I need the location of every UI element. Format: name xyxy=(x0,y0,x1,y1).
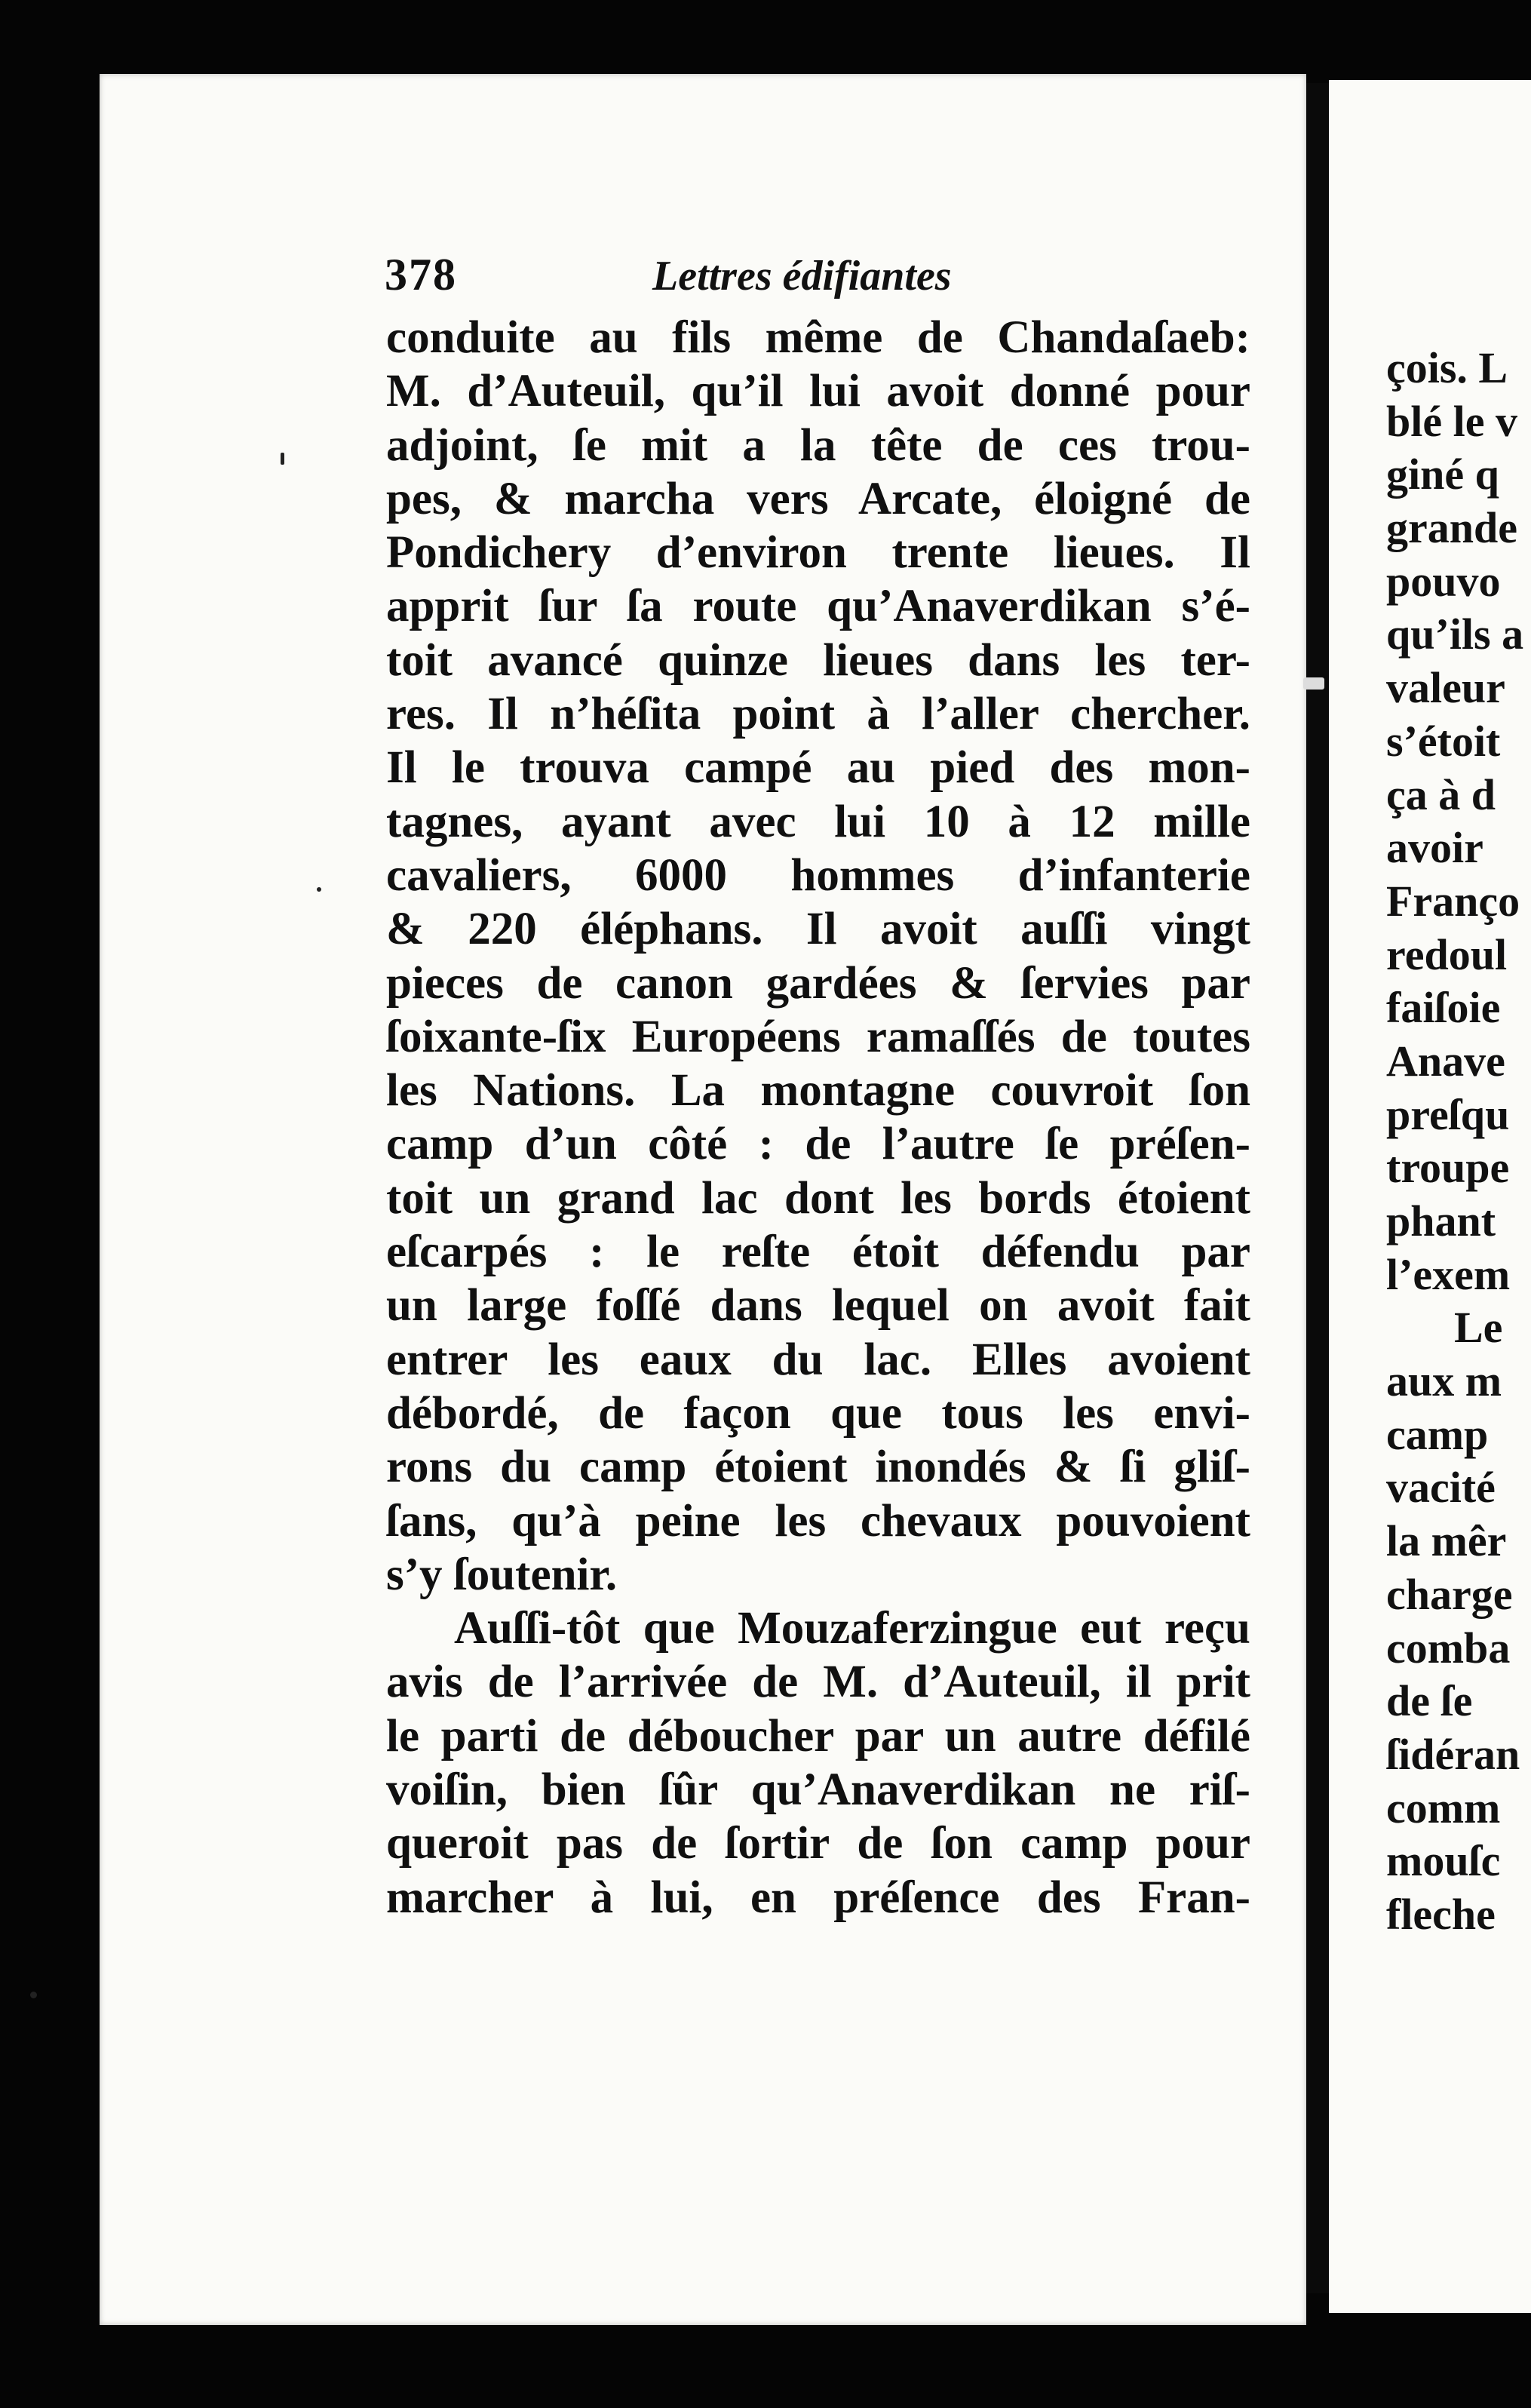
text-line: entrer les eaux du lac. Elles avoient xyxy=(386,1334,1250,1385)
text-line-fragment: avoir xyxy=(1386,823,1483,873)
text-line: pes, & marcha vers Arcate, éloigné de xyxy=(386,473,1250,524)
text-line: queroit pas de ſortir de ſon camp pour xyxy=(386,1818,1250,1869)
page-number: 378 xyxy=(385,250,457,299)
text-line-fragment: vacité xyxy=(1386,1463,1496,1513)
text-line-fragment: preſqu xyxy=(1386,1089,1510,1139)
text-line-fragment: comba xyxy=(1386,1623,1511,1672)
text-line-fragment: qu’ils a xyxy=(1386,610,1524,659)
text-line-fragment: phant xyxy=(1386,1196,1496,1245)
text-line-fragment: camp xyxy=(1386,1409,1489,1459)
text-line-fragment: ſidéran xyxy=(1386,1729,1520,1779)
paper-speck xyxy=(1303,677,1324,690)
text-line-fragment: fleche xyxy=(1386,1889,1496,1939)
text-line: toit un grand lac dont les bords étoient xyxy=(386,1172,1250,1224)
text-line-fragment: valeur xyxy=(1386,663,1505,713)
text-line-fragment: troupe xyxy=(1386,1143,1510,1193)
paper-speck xyxy=(317,887,321,892)
text-line: pieces de canon gardées & ſervies par xyxy=(386,957,1250,1009)
text-line-fragment: comm xyxy=(1386,1783,1501,1832)
text-line-fragment: de ſe xyxy=(1386,1676,1473,1726)
text-line: ſans, qu’à peine les chevaux pouvoient xyxy=(386,1495,1250,1546)
text-line: res. Il n’héſita point à l’aller chercher. xyxy=(386,689,1250,740)
paper-speck xyxy=(281,453,284,465)
text-line-fragment: Le xyxy=(1454,1303,1503,1353)
text-line: & 220 éléphans. Il avoit auſſi vingt xyxy=(386,904,1250,955)
text-line-fragment: aux m xyxy=(1386,1356,1502,1406)
text-line-fragment: ça à d xyxy=(1386,769,1496,819)
text-line: camp d’un côté : de l’autre ſe préſen- xyxy=(386,1119,1250,1170)
text-line: apprit ſur ſa route qu’Anaverdikan s’é- xyxy=(386,581,1250,632)
text-line-fragment: redoul xyxy=(1386,929,1508,979)
paper-speck xyxy=(30,1992,37,1998)
right-page-text-fragment xyxy=(1386,342,1531,1942)
text-line: ſoixante-ſix Européens ramaſſés de toutes xyxy=(386,1011,1250,1062)
text-line: Pondichery d’environ trente lieues. Il xyxy=(386,527,1250,579)
text-line-fragment: la mêr xyxy=(1386,1516,1507,1566)
text-line: eſcarpés : le reſte étoit défendu par xyxy=(386,1227,1250,1278)
text-line: M. d’Auteuil, qu’il lui avoit donné pour xyxy=(386,366,1250,417)
text-line-fragment: grande xyxy=(1386,503,1517,553)
text-line: cavaliers, 6000 hommes d’infanterie xyxy=(386,849,1250,901)
text-line-fragment: çois. L xyxy=(1386,343,1508,392)
text-line-fragment: charge xyxy=(1386,1569,1513,1619)
text-line-fragment: mouſc xyxy=(1386,1836,1501,1886)
text-line: rons du camp étoient inondés & ſi gliſ- xyxy=(386,1442,1250,1493)
text-line-fragment: Anave xyxy=(1386,1036,1505,1086)
text-line: Il le trouva campé au pied des mon- xyxy=(386,742,1250,794)
text-line-fragment: giné q xyxy=(1386,450,1499,499)
text-line-fragment: s’étoit xyxy=(1386,716,1501,766)
text-line: adjoint, ſe mit a la tête de ces trou- xyxy=(386,419,1250,471)
text-line-fragment: pouvo xyxy=(1386,556,1501,606)
text-line: voiſin, bien ſûr qu’Anaverdikan ne riſ- xyxy=(386,1765,1250,1816)
text-line-fragment: l’exem xyxy=(1386,1249,1511,1299)
left-page-text xyxy=(386,311,1250,1924)
text-line: le parti de déboucher par un autre défilé xyxy=(386,1710,1250,1761)
text-line: tagnes, ayant avec lui 10 à 12 mille xyxy=(386,796,1250,847)
text-line: toit avancé quinze lieues dans les ter- xyxy=(386,634,1250,686)
book-gutter xyxy=(1306,83,1329,2293)
text-line-fragment: blé le v xyxy=(1386,396,1517,446)
text-line-fragment: faiſoie xyxy=(1386,983,1501,1033)
text-line: conduite au fils même de Chandaſaeb: xyxy=(386,312,1250,363)
text-line: avis de l’arrivée de M. d’Auteuil, il prit xyxy=(386,1657,1250,1708)
page-header xyxy=(385,249,1267,317)
paragraph-start-line: Auſſi-tôt que Mouzaferzingue eut reçu xyxy=(454,1603,1250,1654)
paragraph-end-line: s’y ſoutenir. xyxy=(386,1549,618,1600)
text-line: marcher à lui, en préſence des Fran- xyxy=(386,1872,1250,1923)
text-line: les Nations. La montagne couvroit ſon xyxy=(386,1065,1250,1116)
text-line: un large foſſé dans lequel on avoit fait xyxy=(386,1280,1250,1331)
text-line: débordé, de façon que tous les envi- xyxy=(386,1387,1250,1439)
text-line-fragment: Franço xyxy=(1386,876,1520,926)
running-head: Lettres édifiantes xyxy=(652,253,952,299)
